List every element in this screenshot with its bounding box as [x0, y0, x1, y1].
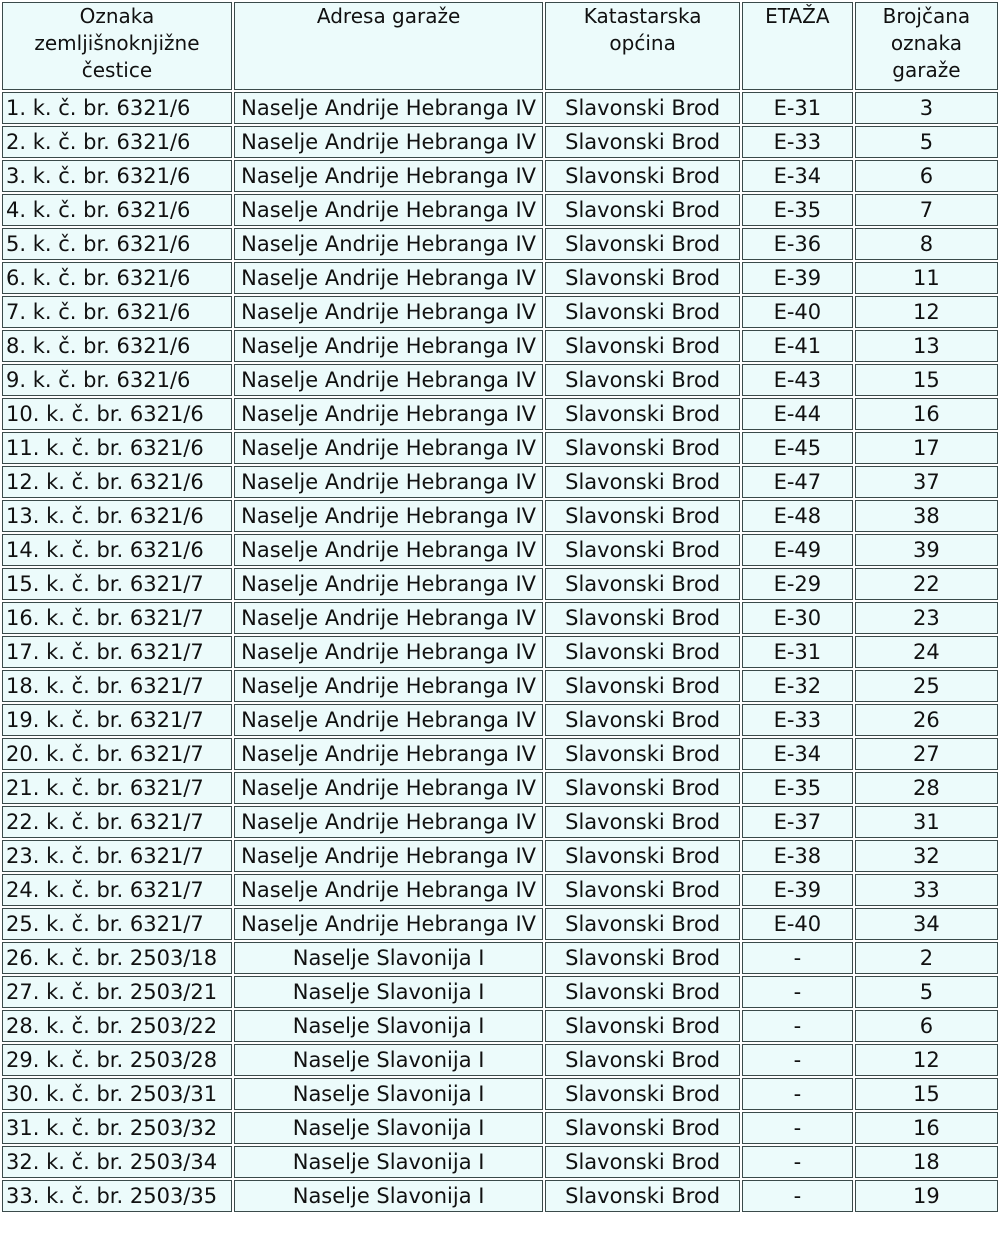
cell-garage-number: 3 — [855, 92, 998, 124]
cell-municipality: Slavonski Brod — [545, 194, 740, 226]
cell-municipality: Slavonski Brod — [545, 330, 740, 362]
cell-floor: E-48 — [742, 500, 853, 532]
cell-floor: E-33 — [742, 704, 853, 736]
cell-floor: E-32 — [742, 670, 853, 702]
table-row — [2, 296, 998, 328]
cell-parcel: 4. k. č. br. 6321/6 — [2, 194, 232, 226]
cell-garage-number: 39 — [855, 534, 998, 566]
cell-address: Naselje Andrije Hebranga IV — [234, 228, 544, 260]
cell-garage-number: 38 — [855, 500, 998, 532]
cell-address: Naselje Slavonija I — [234, 1112, 544, 1144]
cell-address: Naselje Andrije Hebranga IV — [234, 704, 544, 736]
table-row — [2, 1112, 998, 1144]
table-row — [2, 160, 998, 192]
header-garage-address: Adresa garaže — [234, 2, 544, 90]
cell-municipality: Slavonski Brod — [545, 976, 740, 1008]
cell-floor: E-31 — [742, 92, 853, 124]
table-row — [2, 228, 998, 260]
table-row — [2, 772, 998, 804]
cell-parcel: 24. k. č. br. 6321/7 — [2, 874, 232, 906]
cell-floor: - — [742, 1146, 853, 1178]
cell-address: Naselje Andrije Hebranga IV — [234, 126, 544, 158]
table-row — [2, 262, 998, 294]
table-row — [2, 602, 998, 634]
cell-garage-number: 33 — [855, 874, 998, 906]
cell-address: Naselje Andrije Hebranga IV — [234, 738, 544, 770]
cell-floor: E-47 — [742, 466, 853, 498]
table-row — [2, 840, 998, 872]
cell-address: Naselje Andrije Hebranga IV — [234, 364, 544, 396]
cell-parcel: 11. k. č. br. 6321/6 — [2, 432, 232, 464]
cell-garage-number: 16 — [855, 1112, 998, 1144]
cell-garage-number: 18 — [855, 1146, 998, 1178]
cell-municipality: Slavonski Brod — [545, 228, 740, 260]
cell-address: Naselje Andrije Hebranga IV — [234, 466, 544, 498]
cell-parcel: 9. k. č. br. 6321/6 — [2, 364, 232, 396]
cell-floor: - — [742, 942, 853, 974]
cell-municipality: Slavonski Brod — [545, 636, 740, 668]
cell-floor: E-36 — [742, 228, 853, 260]
cell-garage-number: 5 — [855, 976, 998, 1008]
cell-address: Naselje Andrije Hebranga IV — [234, 602, 544, 634]
cell-municipality: Slavonski Brod — [545, 1010, 740, 1042]
table-row — [2, 500, 998, 532]
cell-address: Naselje Andrije Hebranga IV — [234, 534, 544, 566]
table-row — [2, 1044, 998, 1076]
table-row — [2, 806, 998, 838]
cell-garage-number: 8 — [855, 228, 998, 260]
cell-municipality: Slavonski Brod — [545, 772, 740, 804]
cell-parcel: 27. k. č. br. 2503/21 — [2, 976, 232, 1008]
cell-floor: E-33 — [742, 126, 853, 158]
cell-floor: E-29 — [742, 568, 853, 600]
cell-garage-number: 34 — [855, 908, 998, 940]
cell-garage-number: 28 — [855, 772, 998, 804]
header-garage-number: Brojčana oznaka garaže — [855, 2, 998, 90]
cell-municipality: Slavonski Brod — [545, 296, 740, 328]
table-row — [2, 126, 998, 158]
cell-floor: E-39 — [742, 262, 853, 294]
cell-address: Naselje Andrije Hebranga IV — [234, 636, 544, 668]
cell-address: Naselje Slavonija I — [234, 1180, 544, 1212]
table-row — [2, 670, 998, 702]
cell-parcel: 31. k. č. br. 2503/32 — [2, 1112, 232, 1144]
cell-parcel: 14. k. č. br. 6321/6 — [2, 534, 232, 566]
table-row — [2, 738, 998, 770]
cell-floor: - — [742, 1180, 853, 1212]
cell-municipality: Slavonski Brod — [545, 908, 740, 940]
cell-address: Naselje Andrije Hebranga IV — [234, 330, 544, 362]
cell-floor: E-34 — [742, 738, 853, 770]
cell-garage-number: 6 — [855, 1010, 998, 1042]
cell-address: Naselje Andrije Hebranga IV — [234, 262, 544, 294]
cell-parcel: 12. k. č. br. 6321/6 — [2, 466, 232, 498]
cell-garage-number: 23 — [855, 602, 998, 634]
cell-parcel: 6. k. č. br. 6321/6 — [2, 262, 232, 294]
cell-parcel: 23. k. č. br. 6321/7 — [2, 840, 232, 872]
cell-garage-number: 5 — [855, 126, 998, 158]
table-row — [2, 1146, 998, 1178]
cell-floor: E-35 — [742, 772, 853, 804]
cell-address: Naselje Andrije Hebranga IV — [234, 874, 544, 906]
cell-parcel: 30. k. č. br. 2503/31 — [2, 1078, 232, 1110]
cell-municipality: Slavonski Brod — [545, 738, 740, 770]
cell-garage-number: 16 — [855, 398, 998, 430]
cell-municipality: Slavonski Brod — [545, 160, 740, 192]
cell-address: Naselje Andrije Hebranga IV — [234, 194, 544, 226]
table-row — [2, 364, 998, 396]
cell-parcel: 20. k. č. br. 6321/7 — [2, 738, 232, 770]
cell-floor: E-40 — [742, 908, 853, 940]
cell-floor: E-41 — [742, 330, 853, 362]
cell-parcel: 18. k. č. br. 6321/7 — [2, 670, 232, 702]
cell-parcel: 21. k. č. br. 6321/7 — [2, 772, 232, 804]
cell-municipality: Slavonski Brod — [545, 1146, 740, 1178]
cell-garage-number: 2 — [855, 942, 998, 974]
cell-garage-number: 27 — [855, 738, 998, 770]
table-row — [2, 534, 998, 566]
cell-municipality: Slavonski Brod — [545, 126, 740, 158]
cell-address: Naselje Slavonija I — [234, 1078, 544, 1110]
cell-garage-number: 13 — [855, 330, 998, 362]
cell-parcel: 7. k. č. br. 6321/6 — [2, 296, 232, 328]
cell-parcel: 2. k. č. br. 6321/6 — [2, 126, 232, 158]
cell-parcel: 5. k. č. br. 6321/6 — [2, 228, 232, 260]
cell-garage-number: 15 — [855, 1078, 998, 1110]
cell-address: Naselje Andrije Hebranga IV — [234, 432, 544, 464]
cell-floor: - — [742, 1078, 853, 1110]
cell-garage-number: 37 — [855, 466, 998, 498]
cell-garage-number: 17 — [855, 432, 998, 464]
cell-municipality: Slavonski Brod — [545, 1078, 740, 1110]
cell-municipality: Slavonski Brod — [545, 1112, 740, 1144]
header-floor: ETAŽA — [742, 2, 853, 90]
cell-address: Naselje Andrije Hebranga IV — [234, 296, 544, 328]
cell-floor: - — [742, 1010, 853, 1042]
cell-parcel: 1. k. č. br. 6321/6 — [2, 92, 232, 124]
table-row — [2, 398, 998, 430]
table-row — [2, 942, 998, 974]
cell-garage-number: 6 — [855, 160, 998, 192]
cell-garage-number: 7 — [855, 194, 998, 226]
cell-floor: E-40 — [742, 296, 853, 328]
cell-floor: E-38 — [742, 840, 853, 872]
cell-municipality: Slavonski Brod — [545, 568, 740, 600]
cell-garage-number: 31 — [855, 806, 998, 838]
cell-garage-number: 26 — [855, 704, 998, 736]
cell-address: Naselje Andrije Hebranga IV — [234, 568, 544, 600]
table-row — [2, 330, 998, 362]
cell-parcel: 25. k. č. br. 6321/7 — [2, 908, 232, 940]
cell-municipality: Slavonski Brod — [545, 806, 740, 838]
cell-floor: E-44 — [742, 398, 853, 430]
cell-floor: - — [742, 976, 853, 1008]
cell-municipality: Slavonski Brod — [545, 840, 740, 872]
cell-municipality: Slavonski Brod — [545, 432, 740, 464]
cell-address: Naselje Slavonija I — [234, 942, 544, 974]
cell-address: Naselje Slavonija I — [234, 1146, 544, 1178]
cell-floor: E-30 — [742, 602, 853, 634]
cell-municipality: Slavonski Brod — [545, 500, 740, 532]
table-header — [2, 2, 998, 90]
cell-municipality: Slavonski Brod — [545, 670, 740, 702]
table-row — [2, 194, 998, 226]
cell-address: Naselje Slavonija I — [234, 1044, 544, 1076]
cell-parcel: 13. k. č. br. 6321/6 — [2, 500, 232, 532]
table-row — [2, 1010, 998, 1042]
cell-address: Naselje Andrije Hebranga IV — [234, 908, 544, 940]
cell-floor: E-39 — [742, 874, 853, 906]
cell-parcel: 22. k. č. br. 6321/7 — [2, 806, 232, 838]
cell-floor: E-34 — [742, 160, 853, 192]
cell-floor: - — [742, 1112, 853, 1144]
cell-address: Naselje Andrije Hebranga IV — [234, 500, 544, 532]
cell-floor: E-35 — [742, 194, 853, 226]
cell-garage-number: 32 — [855, 840, 998, 872]
cell-municipality: Slavonski Brod — [545, 398, 740, 430]
cell-municipality: Slavonski Brod — [545, 1180, 740, 1212]
cell-garage-number: 11 — [855, 262, 998, 294]
cell-parcel: 8. k. č. br. 6321/6 — [2, 330, 232, 362]
cell-municipality: Slavonski Brod — [545, 466, 740, 498]
cell-municipality: Slavonski Brod — [545, 92, 740, 124]
cell-address: Naselje Slavonija I — [234, 1010, 544, 1042]
cell-municipality: Slavonski Brod — [545, 704, 740, 736]
cell-address: Naselje Andrije Hebranga IV — [234, 398, 544, 430]
cell-parcel: 29. k. č. br. 2503/28 — [2, 1044, 232, 1076]
header-cadastral-parcel: Oznaka zemljišnoknjižne čestice — [2, 2, 232, 90]
table-row — [2, 908, 998, 940]
table-row — [2, 1078, 998, 1110]
cell-address: Naselje Andrije Hebranga IV — [234, 772, 544, 804]
cell-parcel: 17. k. č. br. 6321/7 — [2, 636, 232, 668]
cell-floor: E-43 — [742, 364, 853, 396]
header-cadastral-municipality: Katastarska općina — [545, 2, 740, 90]
header-row — [2, 2, 998, 90]
cell-municipality: Slavonski Brod — [545, 534, 740, 566]
cell-address: Naselje Andrije Hebranga IV — [234, 160, 544, 192]
cell-floor: E-49 — [742, 534, 853, 566]
cell-garage-number: 22 — [855, 568, 998, 600]
cell-garage-number: 12 — [855, 1044, 998, 1076]
cell-municipality: Slavonski Brod — [545, 602, 740, 634]
cell-floor: E-31 — [742, 636, 853, 668]
cell-address: Naselje Andrije Hebranga IV — [234, 92, 544, 124]
cell-municipality: Slavonski Brod — [545, 262, 740, 294]
table-row — [2, 874, 998, 906]
cell-garage-number: 25 — [855, 670, 998, 702]
table-row — [2, 636, 998, 668]
table-row — [2, 432, 998, 464]
cell-garage-number: 12 — [855, 296, 998, 328]
cell-parcel: 15. k. č. br. 6321/7 — [2, 568, 232, 600]
cell-floor: E-45 — [742, 432, 853, 464]
table-row — [2, 568, 998, 600]
cell-parcel: 32. k. č. br. 2503/34 — [2, 1146, 232, 1178]
cell-municipality: Slavonski Brod — [545, 364, 740, 396]
table-row — [2, 976, 998, 1008]
cell-address: Naselje Andrije Hebranga IV — [234, 806, 544, 838]
cell-address: Naselje Slavonija I — [234, 976, 544, 1008]
cell-address: Naselje Andrije Hebranga IV — [234, 840, 544, 872]
cell-parcel: 10. k. č. br. 6321/6 — [2, 398, 232, 430]
cell-parcel: 28. k. č. br. 2503/22 — [2, 1010, 232, 1042]
cell-municipality: Slavonski Brod — [545, 1044, 740, 1076]
cell-address: Naselje Andrije Hebranga IV — [234, 670, 544, 702]
cell-municipality: Slavonski Brod — [545, 942, 740, 974]
cell-floor: E-37 — [742, 806, 853, 838]
cell-parcel: 16. k. č. br. 6321/7 — [2, 602, 232, 634]
cell-parcel: 33. k. č. br. 2503/35 — [2, 1180, 232, 1212]
table-row — [2, 92, 998, 124]
cell-garage-number: 15 — [855, 364, 998, 396]
table-row — [2, 1180, 998, 1212]
cell-garage-number: 19 — [855, 1180, 998, 1212]
cell-parcel: 3. k. č. br. 6321/6 — [2, 160, 232, 192]
cell-parcel: 26. k. č. br. 2503/18 — [2, 942, 232, 974]
cell-garage-number: 24 — [855, 636, 998, 668]
cell-municipality: Slavonski Brod — [545, 874, 740, 906]
cell-parcel: 19. k. č. br. 6321/7 — [2, 704, 232, 736]
table-row — [2, 704, 998, 736]
table-row — [2, 466, 998, 498]
cell-floor: - — [742, 1044, 853, 1076]
table-body — [2, 92, 998, 1212]
